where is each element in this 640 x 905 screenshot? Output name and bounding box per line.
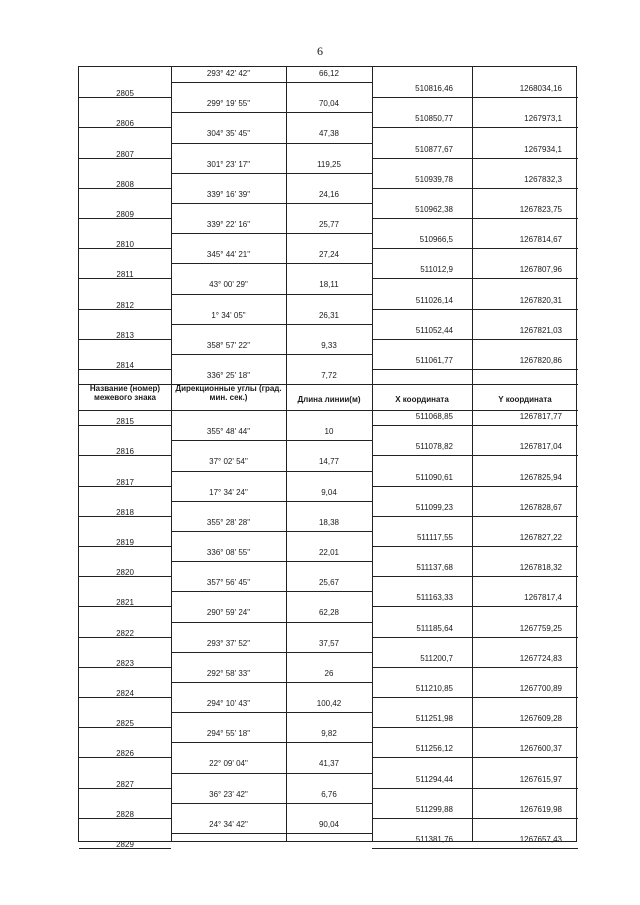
point-name: 2823 — [116, 658, 134, 668]
line-length: 9,33 — [321, 340, 337, 350]
line-length: 10 — [324, 427, 334, 437]
line-length: 62,28 — [318, 608, 340, 618]
row-divider — [79, 788, 171, 789]
x-coordinate: 511256,12 — [415, 744, 453, 754]
line-length: 18,11 — [319, 280, 339, 290]
y-coordinate: 1267657,43 — [519, 834, 562, 844]
direction-angle: 339° 16' 39" — [206, 189, 251, 199]
direction-angle: 294° 10' 43" — [206, 699, 251, 708]
point-name: 2822 — [116, 628, 134, 638]
row-divider — [79, 97, 171, 98]
row-divider — [372, 576, 578, 577]
row-divider — [171, 622, 372, 623]
y-coordinate: 1267820,31 — [519, 295, 562, 305]
x-coordinate: 511294,44 — [415, 774, 453, 784]
direction-angle: 345° 44' 21" — [206, 250, 251, 260]
row-divider — [79, 546, 171, 547]
row-divider — [372, 757, 578, 758]
y-coordinate: 1267814,67 — [519, 235, 562, 245]
point-name: 2812 — [116, 300, 134, 310]
point-name: 2829 — [116, 839, 134, 849]
line-length: 27,24 — [318, 250, 340, 260]
row-divider — [79, 384, 578, 385]
row-divider — [372, 97, 578, 98]
y-coordinate: 1267820,86 — [519, 355, 562, 365]
row-divider — [79, 309, 171, 310]
direction-angle: 22° 09' 04" — [209, 759, 248, 769]
line-length: 119,25 — [317, 159, 341, 169]
line-length: 24,16 — [318, 189, 340, 199]
direction-angle: 24° 34' 42" — [209, 819, 248, 829]
y-coordinate: 1267934,1 — [524, 144, 562, 154]
row-divider — [171, 471, 372, 472]
x-coordinate: 511026,14 — [415, 295, 453, 305]
y-coordinate: 1267817,04 — [519, 442, 562, 452]
point-name: 2815 — [116, 417, 134, 427]
x-coordinate: 510966,5 — [419, 235, 453, 245]
line-length: 100,42 — [316, 699, 342, 708]
header-length: Длина линии(м) — [297, 395, 361, 404]
row-divider — [171, 803, 372, 804]
line-length: 9,82 — [321, 729, 337, 739]
row-divider — [372, 309, 578, 310]
row-divider — [171, 112, 372, 113]
row-divider — [171, 354, 372, 355]
point-name: 2810 — [116, 240, 134, 250]
row-divider — [79, 278, 171, 279]
line-length: 14,77 — [318, 457, 340, 467]
boundary-coordinates-table — [78, 66, 577, 849]
row-divider — [171, 173, 372, 174]
row-divider — [79, 455, 171, 456]
row-divider — [79, 727, 171, 728]
line-length: 70,04 — [318, 99, 340, 109]
x-coordinate: 510939,78 — [415, 174, 453, 184]
x-coordinate: 511200,7 — [420, 653, 453, 663]
point-name: 2814 — [116, 360, 134, 370]
y-coordinate: 1267600,37 — [519, 744, 562, 754]
direction-angle: 339° 22' 16" — [206, 220, 251, 229]
row-divider — [79, 248, 171, 249]
x-coordinate: 511185,64 — [416, 623, 453, 633]
direction-angle: 355° 48' 44" — [206, 427, 251, 437]
line-length: 41,37 — [318, 759, 340, 769]
header-name: Название (номер) межевого знака — [89, 384, 161, 402]
direction-angle: 299° 19' 55" — [206, 99, 251, 109]
y-coordinate: 1267700,89 — [519, 683, 562, 693]
row-divider — [79, 339, 171, 340]
direction-angle: 1° 34' 05" — [211, 310, 246, 320]
row-divider — [372, 188, 578, 189]
direction-angle: 336° 08' 55" — [206, 548, 251, 557]
direction-angle: 336° 25' 18" — [206, 371, 251, 380]
y-coordinate: 1267832,3 — [524, 174, 562, 184]
row-divider — [372, 697, 578, 698]
x-coordinate: 511099,23 — [415, 502, 453, 512]
y-coordinate: 1267817,77 — [519, 412, 562, 422]
x-coordinate: 511299,88 — [415, 804, 453, 814]
point-name: 2826 — [116, 749, 134, 759]
row-divider — [372, 727, 578, 728]
direction-angle: 290° 59' 24" — [206, 608, 251, 618]
row-divider — [79, 667, 171, 668]
y-coordinate: 1267818,32 — [519, 563, 562, 573]
row-divider — [79, 576, 171, 577]
row-divider — [372, 848, 578, 849]
row-divider — [79, 158, 171, 159]
x-coordinate: 511052,44 — [415, 325, 453, 335]
point-name: 2811 — [116, 270, 134, 280]
row-divider — [79, 127, 171, 128]
row-divider — [372, 788, 578, 789]
row-divider — [171, 233, 372, 234]
x-coordinate: 510962,38 — [415, 204, 453, 214]
row-divider — [372, 546, 578, 547]
y-coordinate: 1267823,75 — [519, 204, 562, 214]
x-coordinate: 510877,67 — [415, 144, 453, 154]
row-divider — [79, 218, 171, 219]
row-divider — [171, 773, 372, 774]
line-length: 9,04 — [321, 487, 337, 497]
row-divider — [372, 158, 578, 159]
row-divider — [79, 606, 171, 607]
row-divider — [372, 369, 578, 370]
row-divider — [372, 667, 578, 668]
point-name: 2809 — [116, 209, 134, 219]
line-length: 66,12 — [318, 69, 340, 78]
column-divider — [286, 67, 287, 841]
row-divider — [79, 188, 171, 189]
row-divider — [79, 516, 171, 517]
row-divider — [372, 606, 578, 607]
row-divider — [171, 561, 372, 562]
x-coordinate: 511117,55 — [416, 532, 453, 542]
y-coordinate: 1267828,67 — [519, 502, 562, 512]
direction-angle: 293° 37' 52" — [206, 638, 251, 648]
x-coordinate: 511061,77 — [415, 355, 453, 365]
point-name: 2820 — [116, 568, 134, 578]
y-coordinate: 1268034,16 — [519, 84, 562, 94]
point-name: 2808 — [116, 179, 134, 189]
row-divider — [171, 682, 372, 683]
x-coordinate: 511068,85 — [415, 412, 453, 422]
point-name: 2821 — [116, 598, 134, 608]
row-divider — [79, 848, 171, 849]
x-coordinate: 510816,46 — [415, 84, 453, 94]
direction-angle: 36° 23' 42" — [209, 789, 248, 799]
row-divider — [372, 218, 578, 219]
line-length: 90,04 — [318, 819, 340, 829]
page-number: 6 — [317, 44, 323, 58]
row-divider — [171, 652, 372, 653]
row-divider — [372, 455, 578, 456]
y-coordinate: 1267609,28 — [519, 714, 562, 724]
line-length: 26,31 — [318, 310, 340, 320]
point-name: 2825 — [116, 719, 134, 729]
y-coordinate: 1267821,03 — [519, 325, 562, 335]
column-divider — [171, 67, 172, 841]
row-divider — [372, 339, 578, 340]
point-name: 2816 — [116, 447, 134, 457]
line-length: 25,67 — [318, 578, 340, 588]
row-divider — [171, 263, 372, 264]
line-length: 37,57 — [318, 638, 340, 648]
row-divider — [372, 486, 578, 487]
row-divider — [372, 637, 578, 638]
direction-angle: 357° 56' 45" — [206, 578, 251, 588]
row-divider — [171, 501, 372, 502]
row-divider — [171, 143, 372, 144]
header-y: Y координата — [498, 395, 552, 404]
row-divider — [79, 369, 171, 370]
row-divider — [372, 278, 578, 279]
row-divider — [372, 248, 578, 249]
x-coordinate: 511090,61 — [415, 472, 453, 482]
point-name: 2827 — [116, 779, 134, 789]
row-divider — [79, 818, 171, 819]
line-length: 6,76 — [321, 789, 337, 799]
point-name: 2828 — [116, 809, 134, 819]
row-divider — [79, 697, 171, 698]
x-coordinate: 511381,76 — [415, 834, 453, 844]
point-name: 2817 — [116, 477, 134, 487]
point-name: 2805 — [116, 89, 134, 99]
header-angles: Дирекционные углы (град. мин. сек.) — [175, 384, 282, 402]
point-name: 2824 — [116, 688, 134, 698]
y-coordinate: 1267825,94 — [519, 472, 562, 482]
row-divider — [372, 425, 578, 426]
row-divider — [171, 742, 372, 743]
x-coordinate: 511163,33 — [416, 593, 453, 603]
y-coordinate: 1267759,25 — [519, 623, 562, 633]
direction-angle: 43° 00' 29" — [209, 280, 248, 290]
row-divider — [79, 757, 171, 758]
row-divider — [171, 440, 372, 441]
row-divider — [79, 637, 171, 638]
row-divider — [79, 486, 171, 487]
direction-angle: 292° 58' 33" — [206, 668, 251, 678]
direction-angle: 37° 02' 54" — [209, 457, 248, 467]
x-coordinate: 510850,77 — [415, 114, 453, 124]
row-divider — [372, 127, 578, 128]
point-name: 2807 — [116, 149, 134, 159]
line-length: 18,38 — [318, 517, 340, 527]
point-name: 2819 — [116, 537, 134, 547]
direction-angle: 304° 35' 45" — [206, 129, 251, 139]
x-coordinate: 511078,82 — [415, 442, 453, 452]
direction-angle: 358° 57' 22" — [206, 340, 251, 350]
line-length: 26 — [324, 668, 334, 678]
x-coordinate: 511210,85 — [415, 683, 453, 693]
row-divider — [79, 410, 578, 411]
point-name: 2818 — [116, 507, 134, 517]
row-divider — [372, 818, 578, 819]
direction-angle: 294° 55' 18" — [206, 729, 251, 739]
y-coordinate: 1267724,83 — [519, 653, 562, 663]
row-divider — [171, 294, 372, 295]
y-coordinate: 1267817,4 — [524, 593, 562, 603]
direction-angle: 355° 28' 28" — [206, 517, 251, 527]
header-x: X координата — [395, 395, 449, 404]
y-coordinate: 1267973,1 — [524, 114, 562, 124]
point-name: 2813 — [116, 330, 134, 340]
row-divider — [171, 324, 372, 325]
row-divider — [171, 833, 372, 834]
direction-angle: 301° 23' 17" — [206, 159, 251, 169]
row-divider — [171, 203, 372, 204]
line-length: 25,77 — [318, 220, 340, 229]
y-coordinate: 1267827,22 — [519, 532, 562, 542]
row-divider — [79, 425, 171, 426]
row-divider — [372, 516, 578, 517]
point-name: 2806 — [116, 119, 134, 129]
direction-angle: 293° 42' 42" — [206, 69, 251, 78]
row-divider — [171, 82, 372, 83]
direction-angle: 17° 34' 24" — [209, 487, 248, 497]
row-divider — [171, 591, 372, 592]
y-coordinate: 1267807,96 — [519, 265, 562, 275]
x-coordinate: 511137,68 — [416, 563, 453, 573]
row-divider — [171, 531, 372, 532]
y-coordinate: 1267615,97 — [519, 774, 562, 784]
line-length: 22,01 — [318, 548, 340, 557]
x-coordinate: 511251,98 — [415, 714, 453, 724]
line-length: 47,38 — [318, 129, 340, 139]
y-coordinate: 1267619,98 — [519, 804, 562, 814]
row-divider — [171, 712, 372, 713]
line-length: 7,72 — [321, 371, 337, 380]
x-coordinate: 511012,9 — [420, 265, 453, 275]
